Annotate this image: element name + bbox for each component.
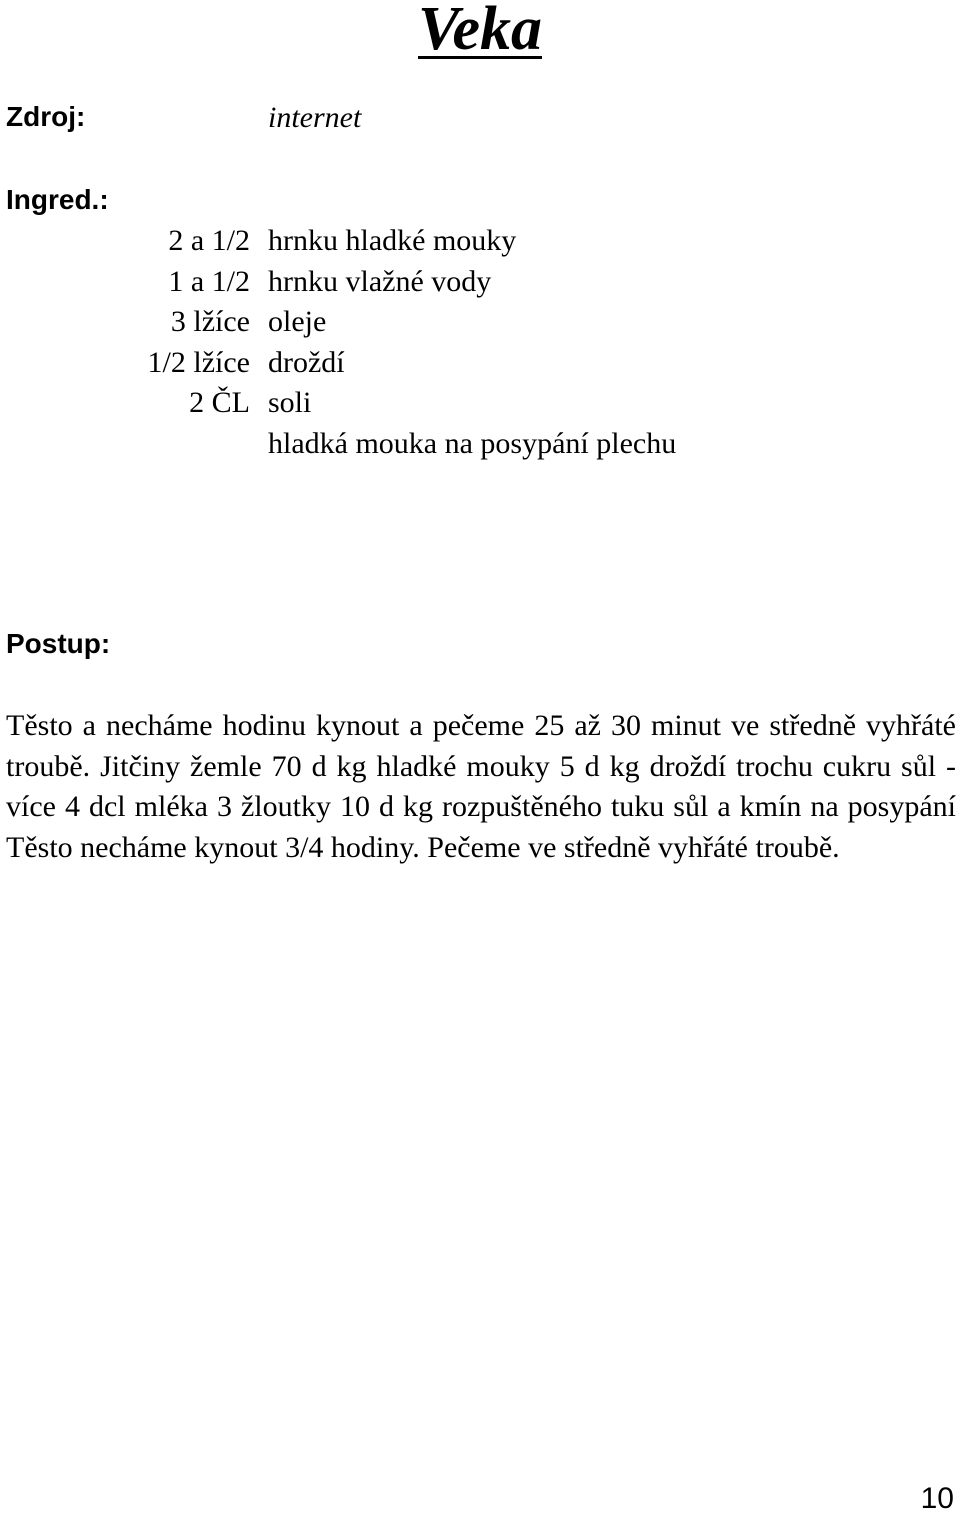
ingredient-name: hladká mouka na posypání plechu (268, 426, 677, 460)
ingredient-name: droždí (268, 345, 345, 379)
source-label: Zdroj: (6, 101, 86, 132)
ingredient-item (0, 424, 960, 465)
ingredient-quantity: 1/2 lžíce (147, 345, 250, 379)
ingredient-quantity: 3 lžíce (170, 305, 250, 339)
ingredient-name: hrnku vlažné vody (268, 264, 492, 298)
ingredients-list (0, 221, 960, 465)
ingredients-label: Ingred.: (6, 184, 109, 215)
ingredient-item (0, 302, 960, 343)
page-number: 10 (920, 1482, 954, 1515)
source-value: internet (268, 101, 362, 134)
recipe-title: Veka (418, 0, 542, 63)
ingredient-item (0, 343, 960, 384)
ingredient-name: oleje (268, 305, 327, 339)
ingredient-quantity: 1 a 1/2 (168, 264, 250, 298)
ingredient-name: soli (268, 386, 312, 420)
procedure-label: Postup: (6, 628, 111, 659)
ingredient-item (0, 383, 960, 424)
procedure-text: Těsto a necháme hodinu kynout a pečeme 25 až 30 minut ve středně vyhřáté troubě. Jitčiny žemle 70 d kg hladké mouky 5 d kg droždí trochu cukru sůl - více 4 dcl mléka 3 žloutky 10 d kg rozpuštěného tuku sůl a kmín na posypání Těsto necháme kynout 3/4 hodiny. Pečeme ve středně vyhřáté troubě. (6, 709, 956, 864)
ingredient-quantity: 2 ČL (189, 386, 250, 420)
ingredient-quantity: 2 a 1/2 (168, 224, 250, 257)
ingredient-item (0, 262, 960, 303)
ingredient-item (0, 221, 960, 262)
ingredient-name: hrnku hladké mouky (268, 224, 517, 257)
